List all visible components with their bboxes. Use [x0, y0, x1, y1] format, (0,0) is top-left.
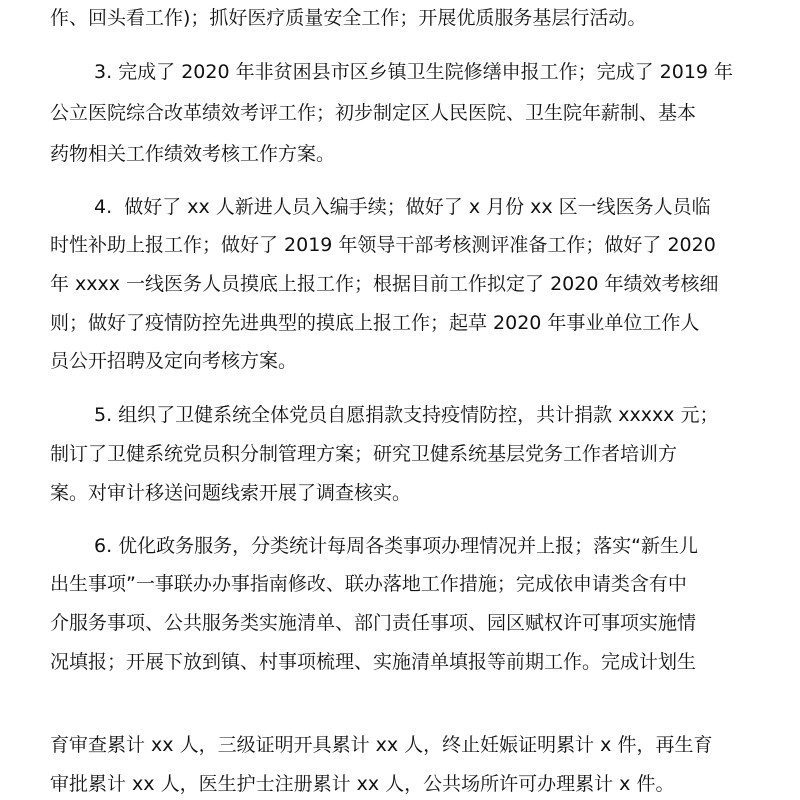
paragraph-6-line: 育审查累计 xx 人，三级证明开具累计 xx 人，终止妊娠证明累计 x 件，再生育: [50, 734, 713, 756]
paragraph-4-line: 员公开招聘及定向考核方案。: [50, 350, 298, 372]
paragraph-5-line: 制订了卫健系统党员积分制管理方案；研究卫健系统基层党务工作者培训方: [50, 443, 678, 465]
paragraph-4-line: 年 xxxx 一线医务人员摸底上报工作；根据目前工作拟定了 2020 年绩效考核细: [50, 273, 719, 295]
paragraph-4-line: 时性补助上报工作；做好了 2019 年领导干部考核测评准备工作；做好了 2020: [50, 234, 716, 256]
paragraph-6-line: 出生事项”一事联办办事指南修改、联办落地工作措施；完成依申请类含有中: [50, 573, 687, 595]
paragraph-4-line: 则；做好了疫情防控先进典型的摸底上报工作；起草 2020 年事业单位工作人: [50, 312, 700, 334]
paragraph-5-line: 案。对审计移送问题线索开展了调查核实。: [50, 482, 412, 504]
text-line: 作、回头看工作)；抓好医疗质量安全工作；开展优质服务基层行活动。: [50, 7, 647, 29]
paragraph-3-line: 公立医院综合改革绩效考评工作；初步制定区人民医院、卫生院年薪制、基本: [50, 102, 697, 124]
paragraph-4-line: 4. 做好了 xx 人新进人员入编手续；做好了 x 月份 xx 区一线医务人员临: [94, 196, 711, 218]
paragraph-6-line: 况填报；开展下放到镇、村事项梳理、实施清单填报等前期工作。完成计划生: [50, 651, 697, 673]
paragraph-3-line: 药物相关工作绩效考核工作方案。: [50, 143, 336, 165]
paragraph-6-line: 介服务事项、公共服务类实施清单、部门责任事项、园区赋权许可事项实施情: [50, 612, 697, 634]
paragraph-5-line: 5. 组织了卫健系统全体党员自愿捐款支持疫情防控，共计捐款 xxxxx 元；: [94, 404, 719, 426]
paragraph-3-line: 3. 完成了 2020 年非贫困县市区乡镇卫生院修缮申报工作；完成了 2019 年: [94, 61, 734, 83]
paragraph-6-line: 审批累计 xx 人，医生护士注册累计 xx 人，公共场所许可办理累计 x 件。: [50, 773, 675, 795]
paragraph-6-line: 6. 优化政务服务，分类统计每周各类事项办理情况并上报；落实“新生儿: [94, 535, 699, 557]
